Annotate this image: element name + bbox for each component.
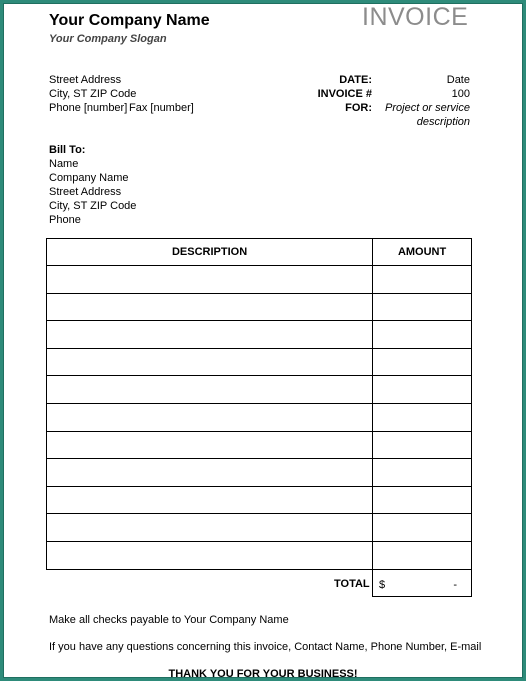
- bill-to-phone: Phone: [49, 214, 81, 226]
- description-cell[interactable]: [47, 431, 373, 459]
- for-value-line1: Project or service: [385, 102, 470, 114]
- company-name: Your Company Name: [49, 12, 210, 29]
- amount-cell[interactable]: [373, 376, 472, 404]
- table-row: [47, 293, 472, 321]
- invoice-number-value: 100: [451, 88, 470, 100]
- for-label: FOR:: [345, 102, 372, 114]
- table-row: [47, 431, 472, 459]
- table-row: [47, 403, 472, 431]
- table-row: [47, 514, 472, 542]
- amount-header: AMOUNT: [373, 239, 472, 266]
- description-cell[interactable]: [47, 459, 373, 487]
- for-value-line2: description: [416, 116, 470, 128]
- table-row: [47, 266, 472, 294]
- description-cell[interactable]: [47, 376, 373, 404]
- sender-city: City, ST ZIP Code: [49, 88, 137, 100]
- amount-cell[interactable]: [373, 541, 472, 569]
- table-row: [47, 376, 472, 404]
- amount-cell[interactable]: [373, 266, 472, 294]
- amount-cell[interactable]: [373, 459, 472, 487]
- sender-fax: Fax [number]: [129, 102, 194, 114]
- total-amount: -: [453, 579, 457, 591]
- table-header-row: [47, 239, 472, 266]
- amount-cell[interactable]: [373, 348, 472, 376]
- description-cell[interactable]: [47, 403, 373, 431]
- invoice-document: [3, 3, 523, 678]
- total-currency: $: [379, 579, 386, 591]
- description-cell[interactable]: [47, 348, 373, 376]
- bill-to-title: Bill To:: [49, 144, 86, 156]
- company-slogan: Your Company Slogan: [49, 33, 167, 45]
- table-row: [47, 541, 472, 569]
- description-cell[interactable]: [47, 486, 373, 514]
- checks-payable-note: Make all checks payable to Your Company Name: [49, 614, 289, 626]
- total-label: TOTAL: [334, 578, 370, 590]
- description-header: DESCRIPTION: [47, 239, 373, 266]
- table-row: [47, 459, 472, 487]
- amount-cell[interactable]: [373, 514, 472, 542]
- invoice-number-label: INVOICE #: [317, 88, 372, 100]
- date-value: Date: [446, 74, 470, 86]
- sender-phone: Phone [number]: [49, 102, 128, 114]
- bill-to-city: City, ST ZIP Code: [49, 200, 137, 212]
- table-row: [47, 321, 472, 349]
- description-cell[interactable]: [47, 541, 373, 569]
- sender-street: Street Address: [49, 74, 122, 86]
- amount-cell[interactable]: [373, 403, 472, 431]
- thank-you-note: THANK YOU FOR YOUR BUSINESS!: [168, 668, 358, 680]
- line-items-table: [46, 238, 472, 570]
- amount-cell[interactable]: [373, 293, 472, 321]
- description-cell[interactable]: [47, 321, 373, 349]
- table-row: [47, 348, 472, 376]
- amount-cell[interactable]: [373, 321, 472, 349]
- total-amount-cell[interactable]: [372, 570, 472, 597]
- description-cell[interactable]: [47, 514, 373, 542]
- description-cell[interactable]: [47, 293, 373, 321]
- bill-to-street: Street Address: [49, 186, 122, 198]
- amount-cell[interactable]: [373, 431, 472, 459]
- table-row: [47, 486, 472, 514]
- amount-cell[interactable]: [373, 486, 472, 514]
- bill-to-company: Company Name: [49, 172, 129, 184]
- bill-to-name: Name: [49, 158, 79, 170]
- date-label: DATE:: [339, 74, 372, 86]
- line-items-body: [47, 266, 472, 570]
- description-cell[interactable]: [47, 266, 373, 294]
- questions-note: If you have any questions concerning this invoice, Contact Name, Phone Number, E-mail: [49, 641, 482, 653]
- invoice-title: INVOICE: [362, 3, 469, 31]
